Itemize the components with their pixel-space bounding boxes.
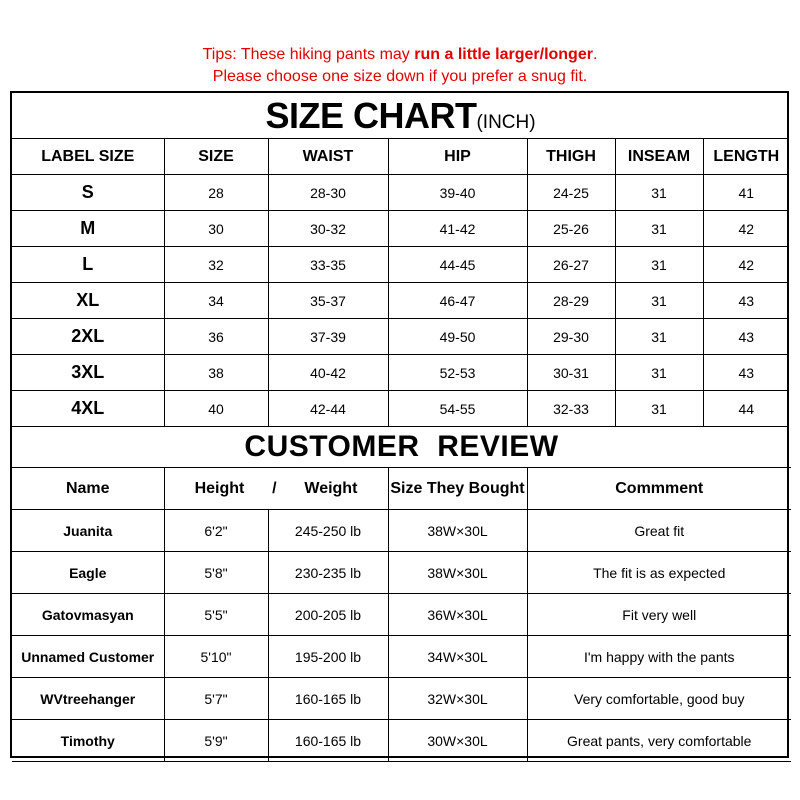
reviewer-weight: 230-235 lb [268, 552, 388, 594]
hip-cell: 54-55 [388, 391, 527, 427]
size-row-l [12, 247, 789, 283]
size-row-3xl [12, 355, 789, 391]
inseam-cell: 31 [615, 211, 703, 247]
size-bought: 32W×30L [388, 678, 527, 720]
size-cell: 32 [164, 247, 268, 283]
label-size-cell: 2XL [12, 319, 164, 355]
reviewer-name: Gatovmasyan [12, 594, 164, 636]
reviewer-height: 6'2" [164, 510, 268, 552]
review-comment: Great pants, very comfortable [527, 720, 791, 762]
size-chart-unit: (INCH) [476, 111, 536, 133]
length-cell: 43 [703, 355, 789, 391]
tips-prefix: Tips: These hiking pants may [202, 46, 415, 63]
label-size-cell: S [12, 175, 164, 211]
label-size-cell: L [12, 247, 164, 283]
reviewer-height: 5'10" [164, 636, 268, 678]
inseam-cell: 31 [615, 283, 703, 319]
header-height: Height [194, 479, 245, 497]
hip-cell: 39-40 [388, 175, 527, 211]
review-row [12, 594, 791, 636]
header-label-size: LABEL SIZE [12, 139, 164, 175]
review-row [12, 636, 791, 678]
reviewer-name: Timothy [12, 720, 164, 762]
tips-highlight: run a little larger/longer [414, 46, 593, 63]
review-header-row [12, 468, 791, 510]
review-row [12, 510, 791, 552]
hip-cell: 49-50 [388, 319, 527, 355]
reviewer-weight: 160-165 lb [268, 678, 388, 720]
review-comment: I'm happy with the pants [527, 636, 791, 678]
reviewer-weight: 245-250 lb [268, 510, 388, 552]
size-chart-table [12, 93, 789, 427]
review-row [12, 678, 791, 720]
size-cell: 34 [164, 283, 268, 319]
reviewer-height: 5'8" [164, 552, 268, 594]
reviewer-name: Juanita [12, 510, 164, 552]
header-comment: Commment [527, 468, 791, 510]
thigh-cell: 30-31 [527, 355, 615, 391]
waist-cell: 35-37 [268, 283, 388, 319]
thigh-cell: 29-30 [527, 319, 615, 355]
size-row-m [12, 211, 789, 247]
customer-review-title: CUSTOMER REVIEW [12, 427, 791, 468]
reviewer-height: 5'9" [164, 720, 268, 762]
waist-cell: 42-44 [268, 391, 388, 427]
size-row-xl [12, 283, 789, 319]
tips-suffix: . [592, 46, 598, 63]
header-size-bought: Size They Bought [388, 468, 527, 510]
tips-line-2: Please choose one size down if you prefer a snug fit. [212, 68, 588, 85]
size-chart-header-row [12, 139, 789, 175]
size-row-4xl [12, 391, 789, 427]
waist-cell: 40-42 [268, 355, 388, 391]
reviewer-name: Eagle [12, 552, 164, 594]
waist-cell: 37-39 [268, 319, 388, 355]
size-cell: 38 [164, 355, 268, 391]
label-size-cell: M [12, 211, 164, 247]
reviewer-name: Unnamed Customer [12, 636, 164, 678]
length-cell: 44 [703, 391, 789, 427]
size-row-s [12, 175, 789, 211]
header-name: Name [12, 468, 164, 510]
header-weight: Weight [304, 479, 358, 497]
thigh-cell: 26-27 [527, 247, 615, 283]
header-separator: / [272, 479, 277, 497]
review-comment: Very comfortable, good buy [527, 678, 791, 720]
length-cell: 42 [703, 211, 789, 247]
review-comment: The fit is as expected [527, 552, 791, 594]
review-comment: Great fit [527, 510, 791, 552]
reviewer-name: WVtreehanger [12, 678, 164, 720]
label-size-cell: 4XL [12, 391, 164, 427]
length-cell: 43 [703, 319, 789, 355]
hip-cell: 52-53 [388, 355, 527, 391]
size-cell: 36 [164, 319, 268, 355]
thigh-cell: 28-29 [527, 283, 615, 319]
customer-review-table [12, 427, 791, 762]
size-bought: 36W×30L [388, 594, 527, 636]
header-length: LENGTH [703, 139, 789, 175]
thigh-cell: 25-26 [527, 211, 615, 247]
header-inseam: INSEAM [615, 139, 703, 175]
inseam-cell: 31 [615, 319, 703, 355]
size-bought: 38W×30L [388, 552, 527, 594]
size-cell: 30 [164, 211, 268, 247]
size-chart-panel [10, 91, 789, 758]
header-height-weight [164, 468, 388, 510]
hip-cell: 46-47 [388, 283, 527, 319]
header-hip: HIP [388, 139, 527, 175]
review-comment: Fit very well [527, 594, 791, 636]
hip-cell: 44-45 [388, 247, 527, 283]
size-chart-title [12, 93, 789, 139]
reviewer-height: 5'5" [164, 594, 268, 636]
size-cell: 40 [164, 391, 268, 427]
thigh-cell: 24-25 [527, 175, 615, 211]
review-row [12, 552, 791, 594]
size-bought: 38W×30L [388, 510, 527, 552]
label-size-cell: XL [12, 283, 164, 319]
inseam-cell: 31 [615, 247, 703, 283]
tips-line-1 [0, 45, 800, 65]
size-bought: 30W×30L [388, 720, 527, 762]
length-cell: 41 [703, 175, 789, 211]
inseam-cell: 31 [615, 355, 703, 391]
length-cell: 43 [703, 283, 789, 319]
reviewer-weight: 200-205 lb [268, 594, 388, 636]
size-row-2xl [12, 319, 789, 355]
thigh-cell: 32-33 [527, 391, 615, 427]
length-cell: 42 [703, 247, 789, 283]
label-size-cell: 3XL [12, 355, 164, 391]
reviewer-height: 5'7" [164, 678, 268, 720]
inseam-cell: 31 [615, 175, 703, 211]
header-waist: WAIST [268, 139, 388, 175]
waist-cell: 28-30 [268, 175, 388, 211]
waist-cell: 33-35 [268, 247, 388, 283]
hip-cell: 41-42 [388, 211, 527, 247]
review-row [12, 720, 791, 762]
header-size: SIZE [164, 139, 268, 175]
size-cell: 28 [164, 175, 268, 211]
header-thigh: THIGH [527, 139, 615, 175]
size-chart-title-text: SIZE CHART [265, 94, 477, 136]
reviewer-weight: 160-165 lb [268, 720, 388, 762]
inseam-cell: 31 [615, 391, 703, 427]
reviewer-weight: 195-200 lb [268, 636, 388, 678]
waist-cell: 30-32 [268, 211, 388, 247]
size-bought: 34W×30L [388, 636, 527, 678]
